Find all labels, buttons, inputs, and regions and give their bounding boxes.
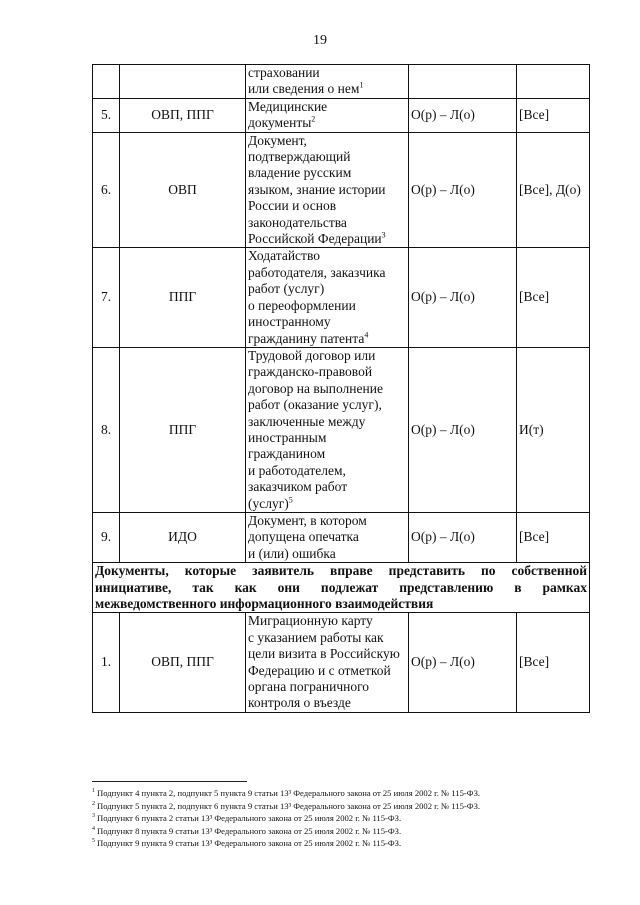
document-line: Ходатайство (248, 248, 320, 264)
applicant-category: ОВП, ППГ (120, 613, 246, 712)
applicability (517, 65, 590, 99)
submission-form: О(р) – Л(о) (409, 512, 517, 562)
submission-form: О(р) – Л(о) (409, 132, 517, 248)
document-line: России и основ (248, 198, 337, 214)
document-name (246, 132, 409, 248)
footnote-ref: 1 (359, 80, 364, 90)
document-line: работ (оказание услуг), (248, 397, 382, 413)
table-row (93, 98, 590, 132)
document-line: Миграционную карту (248, 613, 373, 629)
document-line: и (или) ошибка (248, 545, 336, 561)
footnote (92, 812, 592, 825)
footnote-text: Подпункт 8 пункта 9 статьи 13³ Федерального закона от 25 июля 2002 г. № 115-ФЗ. (97, 825, 402, 836)
applicability: [Все] (517, 248, 590, 347)
footnote-text: Подпункт 9 пункта 9 статьи 13³ Федерального закона от 25 июля 2002 г. № 115-ФЗ. (97, 838, 402, 849)
document-line: Российской Федерации (248, 231, 382, 247)
row-number: 7. (93, 248, 120, 347)
document-line: законодательства (248, 214, 347, 230)
document-line: работодателя, заказчика (248, 264, 386, 280)
applicability: [Все], Д(о) (517, 132, 590, 248)
document-line: документы (248, 115, 312, 131)
document-line: Трудовой договор или (248, 347, 376, 363)
document-line: гражданину патента (248, 330, 365, 346)
applicant-category: ОВП, ППГ (120, 98, 246, 132)
row-number: 8. (93, 347, 120, 512)
row-number: 6. (93, 132, 120, 248)
document-line: Федерацию и с отметкой (248, 662, 391, 678)
document-line: языком, знание истории (248, 181, 386, 197)
document-name (246, 248, 409, 347)
applicant-category (120, 65, 246, 99)
document-line: страховании (248, 65, 320, 80)
document-line: контроля о въезде (248, 695, 351, 711)
footnote (92, 837, 592, 850)
applicability: [Все] (517, 613, 590, 712)
submission-form: О(р) – Л(о) (409, 98, 517, 132)
document-line: о переоформлении (248, 297, 356, 313)
document-line: подтверждающий (248, 149, 351, 165)
submission-form: О(р) – Л(о) (409, 613, 517, 712)
applicability: [Все] (517, 512, 590, 562)
table-row (93, 65, 590, 99)
table-row (93, 248, 590, 347)
document-line: работ (услуг) (248, 281, 325, 297)
document-name (246, 613, 409, 712)
table-body-bottom (93, 613, 590, 712)
document-name (246, 512, 409, 562)
document-line: владение русским (248, 165, 352, 181)
document-line: гражданско-правовой (248, 364, 373, 380)
footnote-mark: 5 (92, 838, 95, 845)
footnote-ref: 3 (381, 230, 386, 240)
document-line: или сведения о нем (248, 81, 360, 97)
footnotes (92, 787, 592, 850)
document-line: (услуг) (248, 495, 289, 511)
document-line: договор на выполнение (248, 380, 383, 396)
row-number (93, 65, 120, 99)
document-line: Документ, в котором (248, 512, 367, 528)
row-number: 9. (93, 512, 120, 562)
footnote-mark: 1 (92, 788, 95, 795)
document-line: заключенные между (248, 413, 366, 429)
footnote (92, 787, 592, 800)
applicability: И(т) (517, 347, 590, 512)
table-body-top (93, 65, 590, 563)
document-name (246, 65, 409, 99)
document-line: гражданином (248, 446, 326, 462)
document-line: Медицинские (248, 98, 328, 114)
row-number: 1. (93, 613, 120, 712)
applicability: [Все] (517, 98, 590, 132)
table-row (93, 132, 590, 248)
document-line: Документ, (248, 132, 307, 148)
applicant-category: ОВП (120, 132, 246, 248)
document-name (246, 98, 409, 132)
document-line: и работодателем, (248, 462, 346, 478)
footnote (92, 800, 592, 813)
footnote (92, 825, 592, 838)
footnote-ref: 2 (311, 114, 316, 124)
footnote-mark: 3 (92, 813, 95, 820)
applicant-category: ППГ (120, 248, 246, 347)
footnote-ref: 4 (364, 330, 369, 339)
footnote-mark: 2 (92, 800, 95, 807)
document-line: цели визита в Российскую (248, 646, 400, 662)
document-line: иностранным (248, 429, 327, 445)
document-line: органа пограничного (248, 679, 370, 695)
document-line: иностранному (248, 314, 331, 330)
document-line: заказчиком работ (248, 479, 348, 495)
section-heading: Документы, которые заявитель вправе представить по собственной инициативе, так как они подлежат представлению в рамках межведомственного информационного взаимодействия (93, 563, 590, 613)
section-row (93, 563, 590, 613)
submission-form: О(р) – Л(о) (409, 248, 517, 347)
table-row (93, 512, 590, 562)
document-line: допущена опечатка (248, 529, 359, 545)
footnote-ref: 5 (288, 495, 293, 505)
row-number: 5. (93, 98, 120, 132)
table-section (93, 563, 590, 613)
table-row (93, 613, 590, 712)
applicant-category: ИДО (120, 512, 246, 562)
footnote-text: Подпункт 4 пункта 2, подпункт 5 пункта 9 статьи 13³ Федерального закона от 25 июля 2002 г. № 115-ФЗ. (97, 788, 481, 798)
table-row (93, 347, 590, 512)
submission-form: О(р) – Л(о) (409, 347, 517, 512)
applicant-category: ППГ (120, 347, 246, 512)
document-name (246, 347, 409, 512)
footnote-text: Подпункт 5 пункта 2, подпункт 6 пункта 9 статьи 13³ Федерального закона от 25 июля 2002 г. № 115-ФЗ. (97, 800, 481, 811)
submission-form (409, 65, 517, 99)
page-number: 19 (313, 33, 327, 48)
document-line: с указанием работы как (248, 629, 384, 645)
footnote-mark: 4 (92, 825, 95, 832)
documents-table (92, 64, 590, 713)
footnote-divider (92, 781, 247, 782)
footnote-text: Подпункт 6 пункта 2 статьи 13³ Федерального закона от 25 июля 2002 г. № 115-ФЗ. (97, 813, 402, 824)
